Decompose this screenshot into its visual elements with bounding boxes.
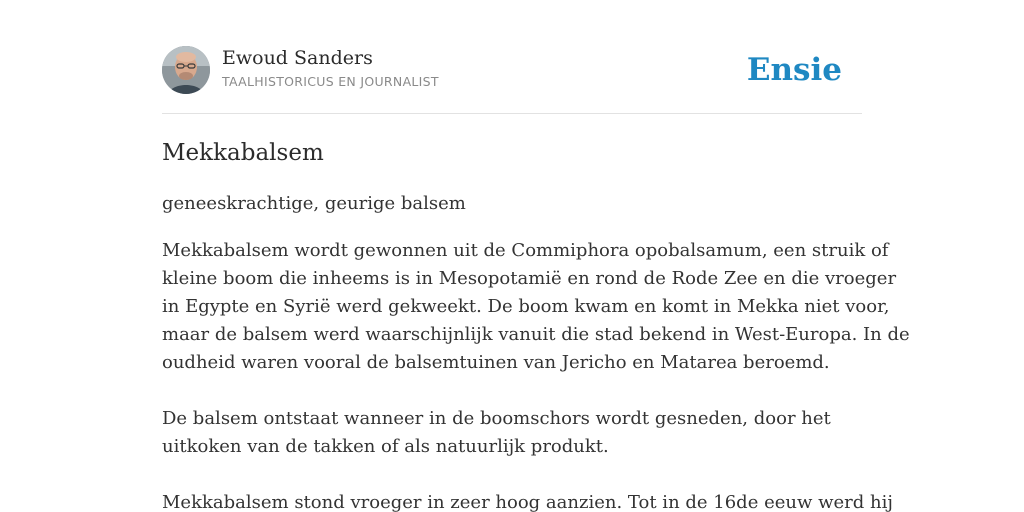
author-header — [162, 46, 862, 96]
ensie-logo[interactable]: Ensie — [746, 52, 842, 88]
entry-definition: geneeskrachtige, geurige balsem — [162, 193, 466, 214]
paragraph-gap — [162, 461, 862, 489]
paragraph-gap — [162, 377, 862, 405]
body-line: in Egypte en Syrië werd gekweekt. De boom kwam en komt in Mekka niet voor, — [162, 296, 890, 317]
body-line: maar de balsem werd waarschijnlijk vanuit die stad bekend in West-Europa. In de — [162, 324, 910, 345]
author-name[interactable]: Ewoud Sanders — [222, 47, 373, 69]
body-line: uitkoken van de takken of als natuurlijk produkt. — [162, 436, 609, 457]
body-line: oudheid waren vooral de balsemtuinen van Jericho en Matarea beroemd. — [162, 352, 830, 373]
body-line: De balsem ontstaat wanneer in de boomschors wordt gesneden, door het — [162, 408, 831, 429]
body-line: kleine boom die inheems is in Mesopotamië en rond de Rode Zee en die vroeger — [162, 268, 897, 289]
entry-body — [162, 237, 910, 512]
body-line: Mekkabalsem stond vroeger in zeer hoog aanzien. Tot in de 16de eeuw werd hij — [162, 492, 893, 512]
author-avatar[interactable] — [162, 46, 210, 94]
header-divider — [162, 113, 862, 114]
entry-title: Mekkabalsem — [162, 140, 324, 166]
body-line: Mekkabalsem wordt gewonnen uit de Commiphora opobalsamum, een struik of — [162, 240, 889, 261]
avatar-photo — [162, 46, 210, 94]
author-role: TAALHISTORICUS EN JOURNALIST — [222, 74, 439, 89]
